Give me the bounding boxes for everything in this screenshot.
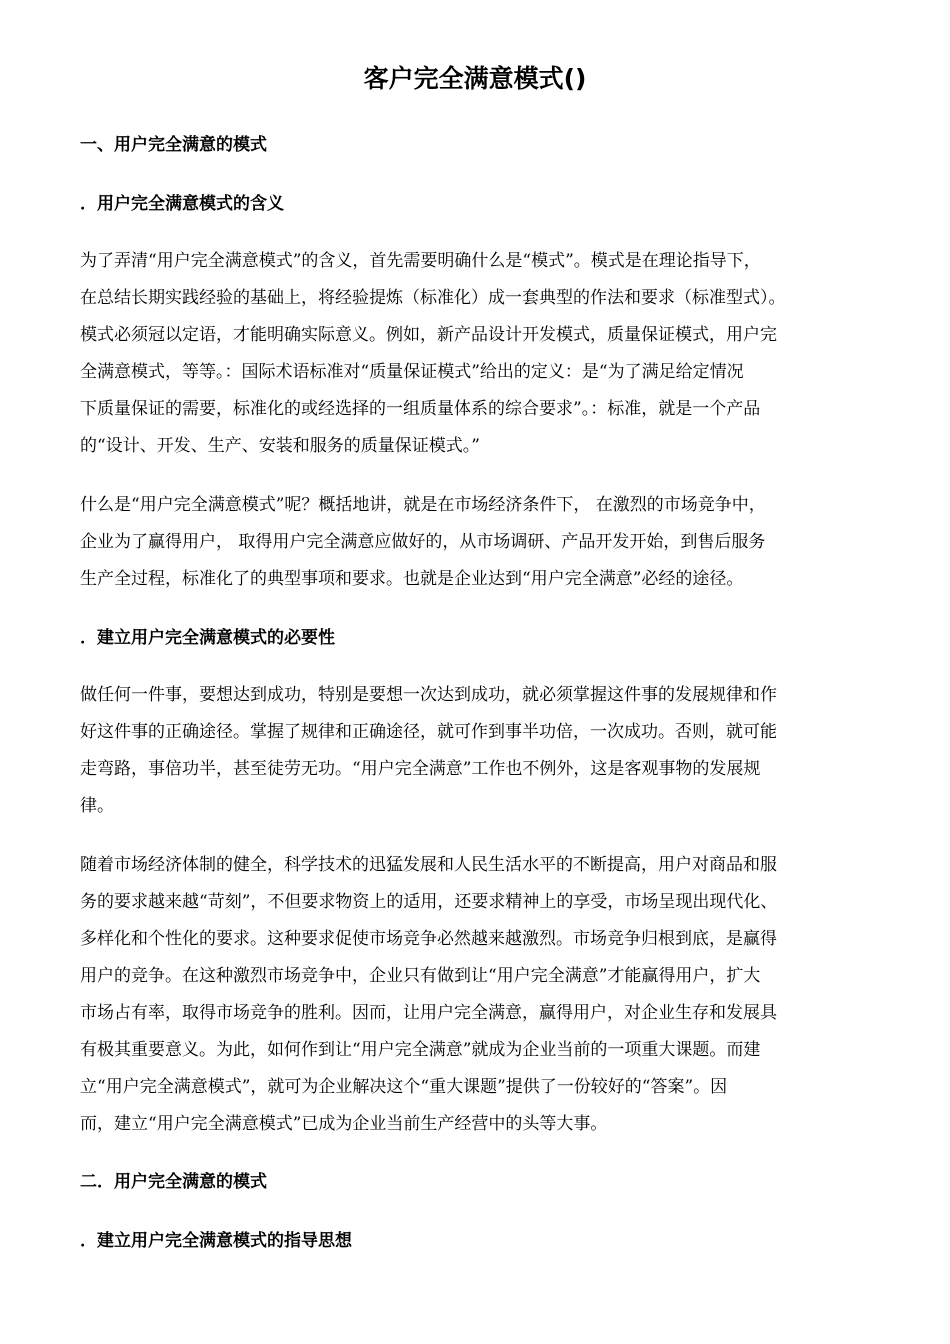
paragraph-necessity xyxy=(80,677,880,825)
paragraph-line: 在总结长期实践经验的基础上，将经验提炼（标准化）成一套典型的作法和要求（标准型式）。 xyxy=(80,288,786,308)
paragraph-line: 好这件事的正确途径。掌握了规律和正确途径，就可作到事半功倍，一次成功。否则，就可能 xyxy=(80,722,777,742)
paragraph-market-development xyxy=(80,847,880,1143)
paragraph-line: 下质量保证的需要，标准化的或经选择的一组质量体系的综合要求”。：标准，就是一个产品 xyxy=(80,399,761,419)
paragraph-line: 务的要求越来越“苛刻”，不但要求物资上的适用，还要求精神上的享受，市场呈现出现代化、 xyxy=(80,892,778,912)
paragraph-line: 全满意模式，等等。：国际术语标准对“质量保证模式”给出的定义：是“为了满足给定情况 xyxy=(80,362,744,382)
paragraph-line: 立“用户完全满意模式”，就可为企业解决这个“重大课题”提供了一份较好的“答案”。因 xyxy=(80,1077,728,1097)
paragraph-line: 有极其重要意义。为此，如何作到让“用户完全满意”就成为企业当前的一项重大课题。而建 xyxy=(80,1040,761,1060)
paragraph-line: 律。 xyxy=(80,796,114,816)
section-heading-4: 二．用户完全满意的模式 xyxy=(80,1172,267,1192)
paragraph-line: 走弯路，事倍功半，甚至徒劳无功。“用户完全满意”工作也不例外，这是客观事物的发展规 xyxy=(80,759,761,779)
paragraph-line: 多样化和个性化的要求。这种要求促使市场竞争必然越来越激烈。市场竞争归根到底，是赢得 xyxy=(80,929,777,949)
section-heading-3: ．建立用户完全满意模式的必要性 xyxy=(80,628,335,648)
paragraph-meaning-of-model xyxy=(80,243,880,465)
paragraph-what-is-model xyxy=(80,487,880,598)
paragraph-line: 用户的竞争。在这种激烈市场竞争中，企业只有做到让“用户完全满意”才能赢得用户，扩大 xyxy=(80,966,761,986)
paragraph-line: 模式必须冠以定语，才能明确实际意义。例如，新产品设计开发模式，质量保证模式，用户完 xyxy=(80,325,777,345)
paragraph-line: 的“设计、开发、生产、安装和服务的质量保证模式。” xyxy=(80,436,480,456)
document-title: 客户完全满意模式() xyxy=(363,64,587,93)
paragraph-line: 生产全过程，标准化了的典型事项和要求。也就是企业达到“用户完全满意”必经的途径。 xyxy=(80,569,744,589)
paragraph-line: 什么是“用户完全满意模式”呢？概括地讲，就是在市场经济条件下， 在激烈的市场竞争中， xyxy=(80,495,766,515)
paragraph-line: 企业为了赢得用户， 取得用户完全满意应做好的，从市场调研、产品开发开始，到售后服务 xyxy=(80,532,766,552)
section-heading-1: 一、用户完全满意的模式 xyxy=(80,135,267,155)
paragraph-line: 而，建立“用户完全满意模式”已成为企业当前生产经营中的头等大事。 xyxy=(80,1114,608,1134)
paragraph-line: 做任何一件事，要想达到成功，特别是要想一次达到成功，就必须掌握这件事的发展规律和作 xyxy=(80,685,777,705)
section-heading-5: ．建立用户完全满意模式的指导思想 xyxy=(80,1231,352,1251)
section-heading-2: ．用户完全满意模式的含义 xyxy=(80,194,284,214)
paragraph-line: 随着市场经济体制的健全，科学技术的迅猛发展和人民生活水平的不断提高，用户对商品和服 xyxy=(80,855,777,875)
paragraph-line: 市场占有率，取得市场竞争的胜利。因而，让用户完全满意，赢得用户，对企业生存和发展具 xyxy=(80,1003,777,1023)
paragraph-line: 为了弄清“用户完全满意模式”的含义，首先需要明确什么是“模式”。模式是在理论指导下， xyxy=(80,251,761,271)
